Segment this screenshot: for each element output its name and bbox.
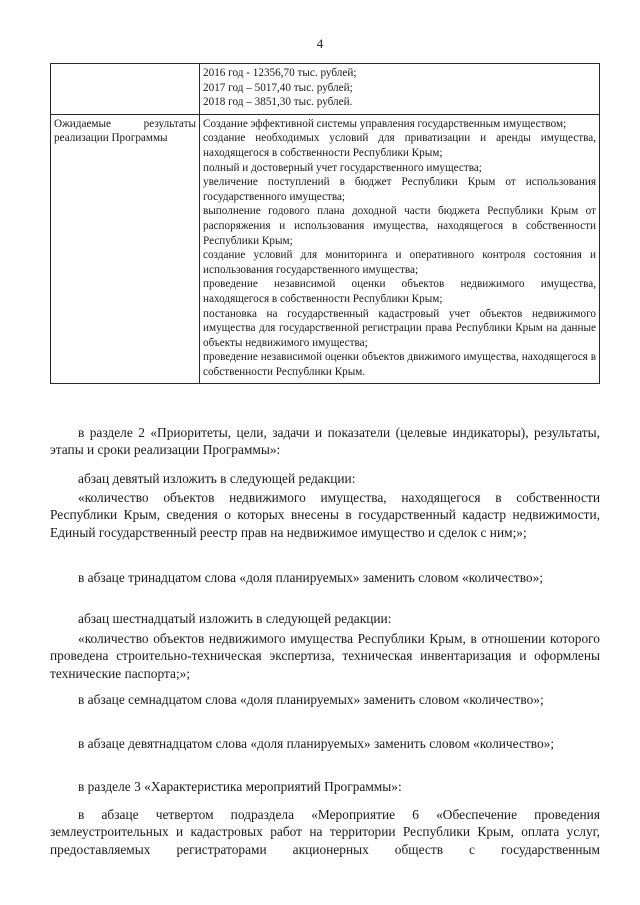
table-cell-value [200,64,600,115]
result-item: выполнение годового плана доходной части бюджета Республики Крым от распоряжения и использования имущества, находящегося в собственности Республики Крым; [203,205,596,247]
result-item: проведение независимой оценки объектов движимого имущества, находящегося в собственности Республики Крым. [203,351,596,378]
paragraph-abzac-16-text [50,630,600,682]
paragraph-section-3 [50,778,600,795]
result-item: создание необходимых условий для приватизации и аренды имущества, находящегося в собственности Республики Крым; [203,132,596,159]
funding-line: 2018 год – 3851,30 тыс. рублей. [203,96,353,109]
table-cell-label [51,64,200,115]
table-cell-value [200,114,600,384]
paragraph: в абзаце девятнадцатом слова «доля планируемых» заменить словом «количество»; [78,736,555,751]
result-item: увеличение поступлений в бюджет Республики Крым от использования государственного имущества; [203,176,596,203]
funding-line: 2016 год - 12356,70 тыс. рублей; [203,67,357,79]
table-row [51,114,600,384]
paragraph-abzac-19 [50,735,600,752]
table-row [51,64,600,115]
result-item: постановка на государственный кадастровый учет объектов недвижимого имущества для государственной регистрации права Республики Крым на данные объекты недвижимого имущества; [203,307,596,349]
paragraph: в абзаце тринадцатом слова «доля планируемых» заменить словом «количество»; [78,570,544,585]
funding-line: 2017 год – 5017,40 тыс. рублей; [203,81,353,94]
paragraph-measure-6 [50,806,600,858]
paragraph: «количество объектов недвижимого имущества Республики Крым, в отношении которого проведена строительно-техническая экспертиза, техническая инвентаризация и оформлены технические паспорта;»; [50,631,600,681]
page-number: 4 [316,36,324,51]
paragraph: в разделе 3 «Характеристика мероприятий Программы»: [78,779,402,794]
result-item: полный и достоверный учет государственного имущества; [203,161,482,174]
paragraph-section-2 [50,424,600,459]
result-item: проведение независимой оценки объектов недвижимого имущества, находящегося в собственности Республики Крым; [203,278,596,305]
paragraph: в разделе 2 «Приоритеты, цели, задачи и показатели (целевые индикаторы), результаты, этапы и сроки реализации Программы»: [50,425,600,458]
program-passport-table [50,63,600,384]
paragraph: абзац шестнадцатый изложить в следующей редакции: [78,611,392,626]
paragraph-abzac-9-intro [50,470,600,487]
result-item: создание условий для мониторинга и оперативного контроля состояния и использования государственного имущества; [203,249,596,276]
table-cell-label: Ожидаемые результаты реализации Программы [51,114,200,384]
paragraph: абзац девятый изложить в следующей редакции: [78,471,356,486]
paragraph-abzac-13 [50,569,600,586]
paragraph: в абзаце четвертом подраздела «Мероприятие 6 «Обеспечение проведения землеустроительных и кадастровых работ на территории Республики Крым, оплата услуг, предоставляемых регистраторами акционерных обществ с государственным [50,807,600,857]
paragraph-abzac-16-intro [50,610,600,627]
paragraph-abzac-9-text [50,489,600,541]
result-item: Создание эффективной системы управления государственным имуществом; [203,117,567,130]
paragraph: «количество объектов недвижимого имущества, находящегося в собственности Республики Крым, сведения о которых внесены в государственный кадастр недвижимости, Единый государственный реестр прав на недвижимое имущество и сделок с ним;»; [50,490,600,540]
paragraph: в абзаце семнадцатом слова «доля планируемых» заменить словом «количество»; [78,692,544,707]
paragraph-abzac-17 [50,691,600,708]
